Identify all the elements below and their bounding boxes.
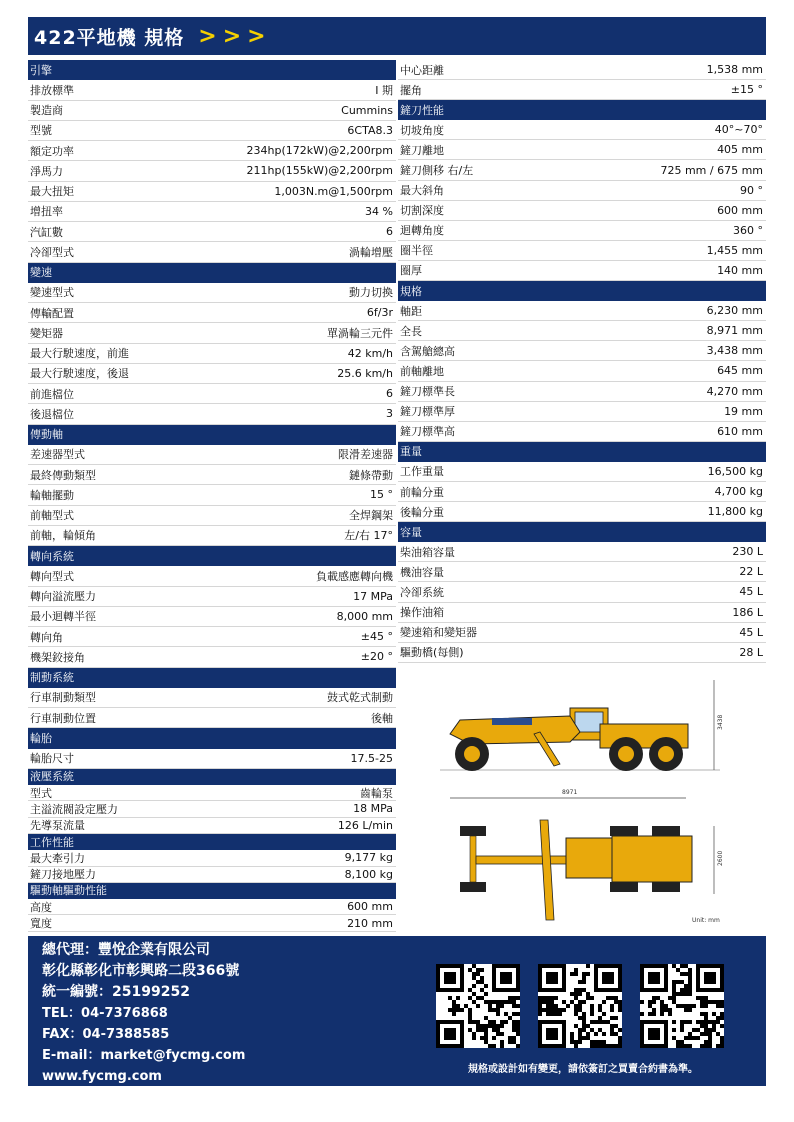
spec-value: 19 mm <box>724 404 763 418</box>
section-header <box>398 281 766 301</box>
section-header <box>28 834 396 850</box>
spec-row <box>398 140 766 160</box>
spec-value: 後軸 <box>371 711 393 725</box>
spec-row <box>28 445 396 465</box>
spec-label: 鏟刀接地壓力 <box>30 868 96 882</box>
spec-label: 前輪分重 <box>400 485 444 499</box>
spec-label: 全長 <box>400 324 422 338</box>
spec-row <box>28 242 396 262</box>
spec-label: 操作油箱 <box>400 606 444 620</box>
spec-row <box>398 221 766 241</box>
spec-value: ±45 ° <box>360 630 393 644</box>
spec-row <box>28 566 396 586</box>
spec-value: 全焊鋼架 <box>349 509 393 523</box>
spec-value: 鏈條帶動 <box>349 468 393 482</box>
spec-label: 前軸，輪傾角 <box>30 529 96 543</box>
spec-label: 冷卻型式 <box>30 245 74 259</box>
spec-value: 3 <box>386 407 393 421</box>
spec-label: 切坡角度 <box>400 123 444 137</box>
spec-value: 645 mm <box>717 364 763 378</box>
spec-value: 9,177 kg <box>344 851 393 865</box>
spec-row <box>398 80 766 100</box>
section-header <box>28 728 396 748</box>
spec-row <box>28 101 396 121</box>
contact-footer <box>28 936 766 1086</box>
spec-label: 前軸離地 <box>400 364 444 378</box>
spec-label: 變矩器 <box>30 326 63 340</box>
spec-label: 迴轉角度 <box>400 224 444 238</box>
spec-row <box>28 749 396 769</box>
spec-label: 差速器型式 <box>30 448 85 462</box>
spec-row <box>398 462 766 482</box>
spec-row <box>398 562 766 582</box>
spec-row <box>28 364 396 384</box>
spec-value: 6,230 mm <box>706 304 763 318</box>
spec-label: 輪軸擺動 <box>30 488 74 502</box>
spec-row <box>28 850 396 866</box>
section-title: 工作性能 <box>30 835 74 849</box>
spec-label: 中心距離 <box>400 63 444 77</box>
spec-value: 600 mm <box>717 203 763 217</box>
spec-row <box>398 160 766 180</box>
spec-value: 4,700 kg <box>714 485 763 499</box>
spec-label: 前進檔位 <box>30 387 74 401</box>
spec-label: 擺角 <box>400 83 422 97</box>
spec-value: 6f/3r <box>366 306 393 320</box>
tax-id: 統一編號：25199252 <box>42 984 190 1000</box>
spec-value: 6CTA8.3 <box>347 123 393 137</box>
section-title: 重量 <box>400 445 422 459</box>
section-title: 驅動軸驅動性能 <box>30 884 107 898</box>
section-header <box>398 100 766 120</box>
spec-value: 鼓式乾式制動 <box>327 691 393 705</box>
spec-row <box>28 506 396 526</box>
spec-value: 610 mm <box>717 424 763 438</box>
section-header <box>28 546 396 566</box>
spec-value: 6 <box>386 387 393 401</box>
spec-row <box>398 301 766 321</box>
spec-row <box>398 643 766 663</box>
spec-value: 186 L <box>732 605 763 619</box>
height-dimension: 3438 <box>717 714 724 730</box>
spec-value: I 期 <box>375 83 393 97</box>
spec-value: 25.6 km/h <box>337 366 393 380</box>
spec-label: 鏟刀標準高 <box>400 425 455 439</box>
spec-label: 額定功率 <box>30 144 74 158</box>
spec-value: 單渦輪三元件 <box>327 326 393 340</box>
spec-row <box>398 603 766 623</box>
section-title: 引擎 <box>30 63 52 77</box>
spec-label: 型式 <box>30 786 52 800</box>
spec-value: ±15 ° <box>730 83 763 97</box>
spec-row <box>398 261 766 281</box>
fax: FAX：04-7388585 <box>42 1027 170 1042</box>
section-title: 鏟刀性能 <box>400 103 444 117</box>
spec-row <box>28 785 396 801</box>
spec-row <box>398 321 766 341</box>
spec-value: 725 mm / 675 mm <box>660 163 763 177</box>
spec-value: 8,000 mm <box>336 609 393 623</box>
spec-value: 16,500 kg <box>707 464 763 478</box>
qr-code-website[interactable] <box>436 964 520 1048</box>
spec-label: 最小迴轉半徑 <box>30 610 96 624</box>
spec-value: 左/右 17° <box>344 529 393 543</box>
spec-table-right <box>398 60 766 663</box>
spec-label: 最大斜角 <box>400 184 444 198</box>
spec-label: 驅動橋(每側) <box>400 646 464 660</box>
disclaimer-note: 規格或設計如有變更，請依簽訂之買賣合約書為準。 <box>468 1064 698 1075</box>
spec-value: 6 <box>386 225 393 239</box>
spec-label: 後退檔位 <box>30 407 74 421</box>
spec-value: 211hp(155kW)@2,200rpm <box>246 164 393 178</box>
agent-address: 彰化縣彰化市彰興路二段366號 <box>42 963 240 979</box>
spec-value: 齒輪泵 <box>360 786 393 800</box>
spec-label: 切割深度 <box>400 204 444 218</box>
spec-label: 機油容量 <box>400 565 444 579</box>
spec-value: 210 mm <box>347 916 393 930</box>
qr-code-facebook[interactable] <box>538 964 622 1048</box>
spec-row <box>28 915 396 931</box>
spec-row <box>398 120 766 140</box>
spec-label: 鏟刀離地 <box>400 143 444 157</box>
spec-row <box>398 542 766 562</box>
spec-row <box>28 384 396 404</box>
spec-value: 360 ° <box>733 223 763 237</box>
grader-diagram <box>430 672 730 932</box>
spec-label: 高度 <box>30 900 52 914</box>
spec-row <box>398 341 766 361</box>
spec-row <box>398 582 766 602</box>
section-title: 傳動軸 <box>30 428 63 442</box>
spec-label: 轉向型式 <box>30 569 74 583</box>
spec-value: 11,800 kg <box>707 505 763 519</box>
width-dimension: 2600 <box>717 850 724 866</box>
spec-value: 45 L <box>739 625 763 639</box>
section-title: 液壓系統 <box>30 770 74 784</box>
agent-name: 總代理：豐悅企業有限公司 <box>42 942 210 958</box>
spec-value: 1,003N.m@1,500rpm <box>274 184 393 198</box>
spec-label: 排放標準 <box>30 83 74 97</box>
spec-label: 最大行駛速度，後退 <box>30 367 129 381</box>
section-title: 轉向系統 <box>30 549 74 563</box>
section-title: 輪胎 <box>30 731 52 745</box>
spec-label: 轉向角 <box>30 630 63 644</box>
spec-label: 傳輸配置 <box>30 306 74 320</box>
title-bar <box>28 17 766 55</box>
spec-row <box>28 526 396 546</box>
spec-row <box>28 867 396 883</box>
section-title: 容量 <box>400 525 422 539</box>
section-header <box>28 60 396 80</box>
spec-label: 主溢流閥設定壓力 <box>30 803 118 816</box>
spec-row <box>28 323 396 343</box>
spec-label: 鏟刀標準長 <box>400 385 455 399</box>
spec-label: 鏟刀標準厚 <box>400 405 455 419</box>
title-arrows: >>> <box>198 23 272 49</box>
spec-label: 寬度 <box>30 917 52 931</box>
qr-code-line[interactable] <box>640 964 724 1048</box>
spec-value: 渦輪增壓 <box>349 245 393 259</box>
spec-row <box>28 627 396 647</box>
spec-value: 34 % <box>365 204 393 218</box>
spec-value: 28 L <box>739 645 763 659</box>
spec-label: 柴油箱容量 <box>400 545 455 559</box>
spec-row <box>28 121 396 141</box>
spec-row <box>28 80 396 100</box>
spec-row <box>28 818 396 834</box>
section-title: 變速 <box>30 266 52 280</box>
spec-row <box>398 402 766 422</box>
spec-value: ±20 ° <box>360 650 393 664</box>
spec-label: 軸距 <box>400 304 422 318</box>
spec-value: Cummins <box>341 103 393 117</box>
spec-value: 動力切換 <box>349 286 393 300</box>
website-link[interactable]: www.fycmg.com <box>42 1069 162 1084</box>
spec-label: 轉向溢流壓力 <box>30 590 96 604</box>
spec-label: 變速箱和變矩器 <box>400 626 477 640</box>
spec-label: 最終傳動類型 <box>30 468 96 482</box>
spec-row <box>28 303 396 323</box>
spec-row <box>398 623 766 643</box>
spec-value: 1,538 mm <box>706 63 763 77</box>
spec-row <box>28 202 396 222</box>
spec-value: 17 MPa <box>353 589 393 603</box>
spec-row <box>28 708 396 728</box>
spec-row <box>28 344 396 364</box>
spec-row <box>28 587 396 607</box>
section-header <box>28 668 396 688</box>
spec-label: 製造商 <box>30 104 63 118</box>
spec-value: 3,438 mm <box>706 344 763 358</box>
spec-value: 4,270 mm <box>706 384 763 398</box>
spec-row <box>28 161 396 181</box>
spec-label: 型號 <box>30 124 52 138</box>
spec-label: 增扭率 <box>30 205 63 219</box>
spec-label: 前軸型式 <box>30 509 74 523</box>
spec-label: 工作重量 <box>400 465 444 479</box>
spec-row <box>28 801 396 817</box>
spec-row <box>28 283 396 303</box>
spec-label: 行車制動類型 <box>30 691 96 705</box>
spec-value: 126 L/min <box>337 818 393 832</box>
spec-value: 230 L <box>732 545 763 559</box>
section-header <box>398 442 766 462</box>
spec-value: 1,455 mm <box>706 243 763 257</box>
grader-top-view <box>460 820 724 924</box>
spec-label: 汽缸數 <box>30 225 63 239</box>
spec-row <box>398 422 766 442</box>
section-header <box>398 522 766 542</box>
spec-label: 圈厚 <box>400 264 422 278</box>
spec-row <box>398 482 766 502</box>
spec-label: 鏟刀側移 右/左 <box>400 164 474 178</box>
section-header <box>28 425 396 445</box>
spec-row <box>28 404 396 424</box>
spec-label: 最大扭矩 <box>30 185 74 199</box>
spec-row <box>398 382 766 402</box>
spec-value: 600 mm <box>347 900 393 914</box>
spec-label: 含駕艙總高 <box>400 344 455 358</box>
spec-label: 行車制動位置 <box>30 711 96 725</box>
spec-value: 8,100 kg <box>344 867 393 881</box>
section-header <box>28 263 396 283</box>
section-header <box>28 769 396 785</box>
spec-value: 45 L <box>739 585 763 599</box>
spec-label: 變速型式 <box>30 286 74 300</box>
spec-value: 405 mm <box>717 143 763 157</box>
spec-value: 8,971 mm <box>706 324 763 338</box>
section-header <box>28 883 396 899</box>
spec-label: 機架鉸接角 <box>30 650 85 664</box>
spec-label: 最大行駛速度，前進 <box>30 347 129 361</box>
spec-row <box>398 502 766 522</box>
spec-row <box>28 485 396 505</box>
spec-label: 冷卻系統 <box>400 585 444 599</box>
section-title: 制動系統 <box>30 671 74 685</box>
spec-label: 圈半徑 <box>400 244 433 258</box>
units-label: Unit: mm <box>692 917 720 924</box>
phone: TEL：04-7376868 <box>42 1006 168 1021</box>
spec-label: 先導泵流量 <box>30 819 85 833</box>
spec-row <box>398 60 766 80</box>
spec-value: 40°~70° <box>714 123 763 137</box>
spec-label: 輪胎尺寸 <box>30 752 74 766</box>
spec-value: 負載感應轉向機 <box>316 569 393 583</box>
spec-row <box>398 201 766 221</box>
spec-row <box>28 465 396 485</box>
spec-value: 15 ° <box>370 488 393 502</box>
spec-value: 234hp(172kW)@2,200rpm <box>246 144 393 158</box>
spec-value: 限滑差速器 <box>338 448 393 462</box>
spec-row <box>398 181 766 201</box>
email-link[interactable]: E-mail：market@fycmg.com <box>42 1048 246 1063</box>
spec-label: 淨馬力 <box>30 164 63 178</box>
spec-value: 140 mm <box>717 263 763 277</box>
spec-table-left <box>28 60 396 932</box>
spec-row <box>398 361 766 381</box>
spec-row <box>28 222 396 242</box>
spec-row <box>28 647 396 667</box>
spec-value: 22 L <box>739 565 763 579</box>
spec-value: 42 km/h <box>347 346 393 360</box>
page-title: 422平地機 規格 <box>34 26 185 49</box>
spec-row <box>28 688 396 708</box>
spec-label: 最大牽引力 <box>30 851 85 865</box>
spec-row <box>398 241 766 261</box>
spec-row <box>28 607 396 627</box>
spec-label: 後輪分重 <box>400 505 444 519</box>
spec-value: 90 ° <box>740 183 763 197</box>
spec-row <box>28 899 396 915</box>
section-title: 規格 <box>400 284 422 298</box>
spec-value: 17.5-25 <box>350 751 393 765</box>
spec-row <box>28 182 396 202</box>
length-dimension: 8971 <box>562 789 578 796</box>
spec-value: 18 MPa <box>353 802 393 816</box>
grader-side-view <box>440 680 724 798</box>
spec-row <box>28 141 396 161</box>
